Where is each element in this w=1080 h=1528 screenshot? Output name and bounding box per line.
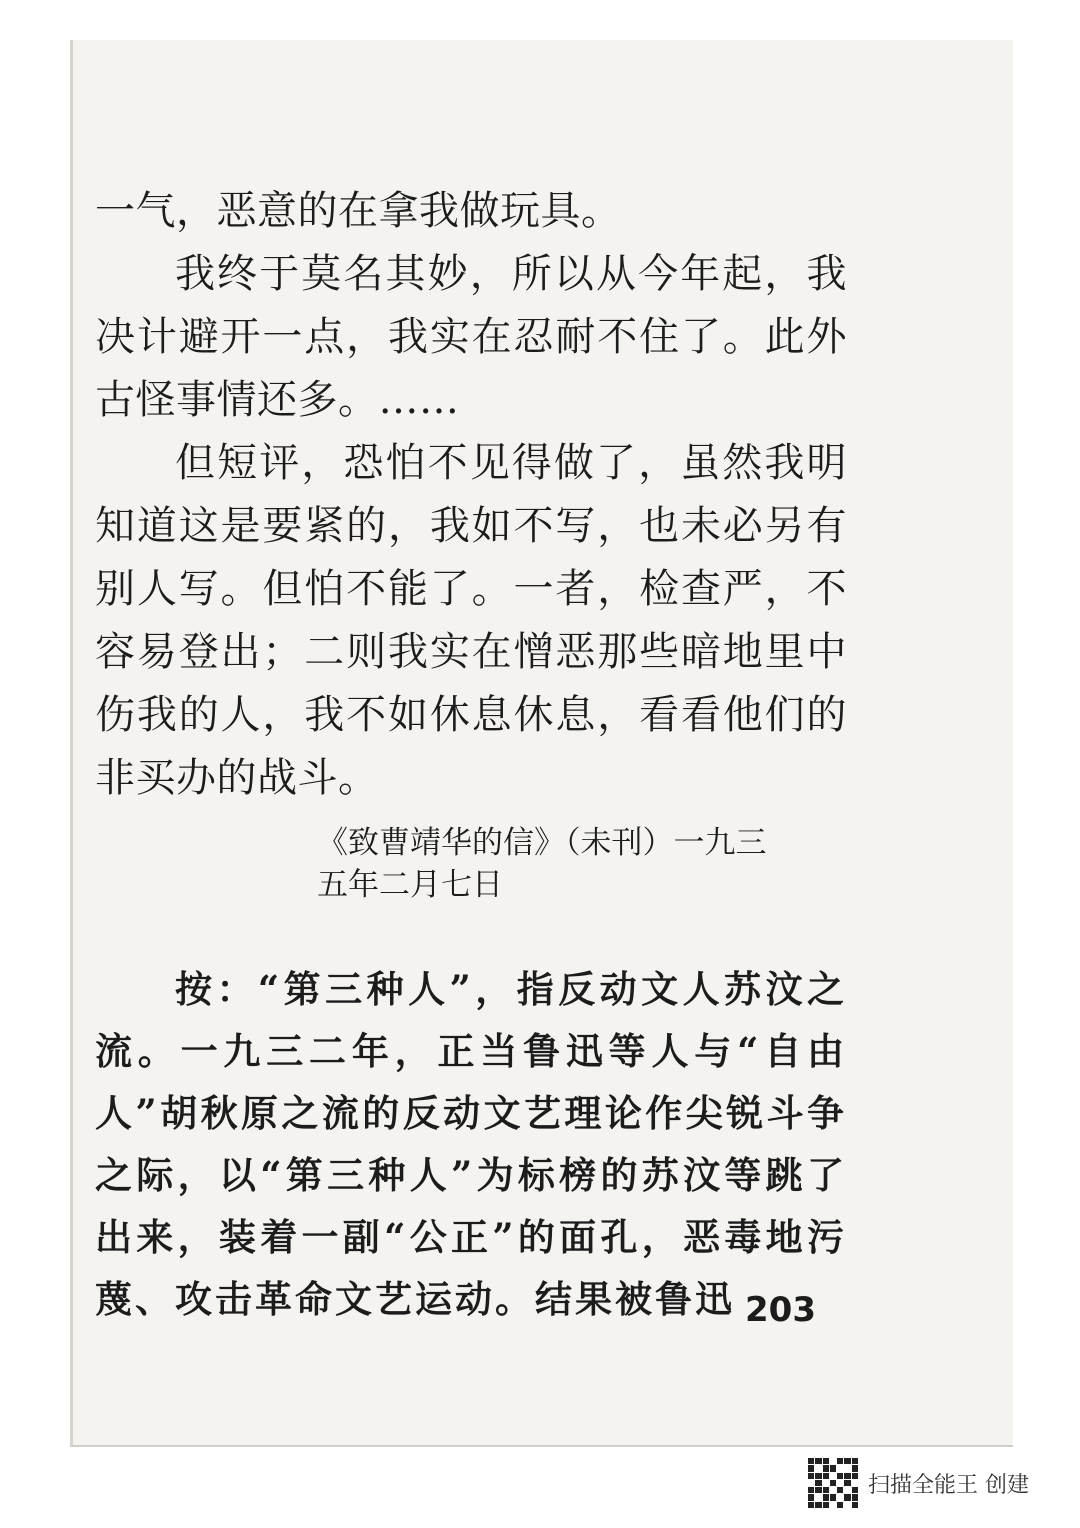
qr-code-icon (808, 1458, 858, 1508)
page-content (95, 180, 847, 1330)
scanner-watermark (808, 1458, 1029, 1508)
paragraph-2: 我终于莫名其妙，所以从今年起，我决计避开一点，我实在忍耐不住了。此外古怪事情还多。…… (95, 251, 847, 423)
paragraph-3: 但短评，恐怕不见得做了，虽然我明知道这是要紧的，我如不写，也未必另有别人写。但怕不能了。一者，检查严，不容易登出；二则我实在憎恶那些暗地里中伤我的人，我不如休息休息，看看他们的非买办的战斗。 (95, 440, 847, 801)
page-number: 203 (745, 1290, 816, 1330)
watermark-text: 扫描全能王 创建 (868, 1472, 1029, 1498)
paragraph-1: 一气，恶意的在拿我做玩具。 (95, 188, 622, 234)
editor-note: 按：“第三种人”，指反动文人苏汶之流。一九三二年，正当鲁迅等人与“自由人”胡秋原之流的反动文艺理论作尖锐斗争之际，以“第三种人”为标榜的苏汶等跳了出来，装着一副“公正”的面孔，恶毒地污蔑、攻击革命文艺运动。结果被鲁迅 (95, 967, 847, 1321)
citation: 《致曹靖华的信》（未刊）一九三五年二月七日 (317, 825, 767, 903)
